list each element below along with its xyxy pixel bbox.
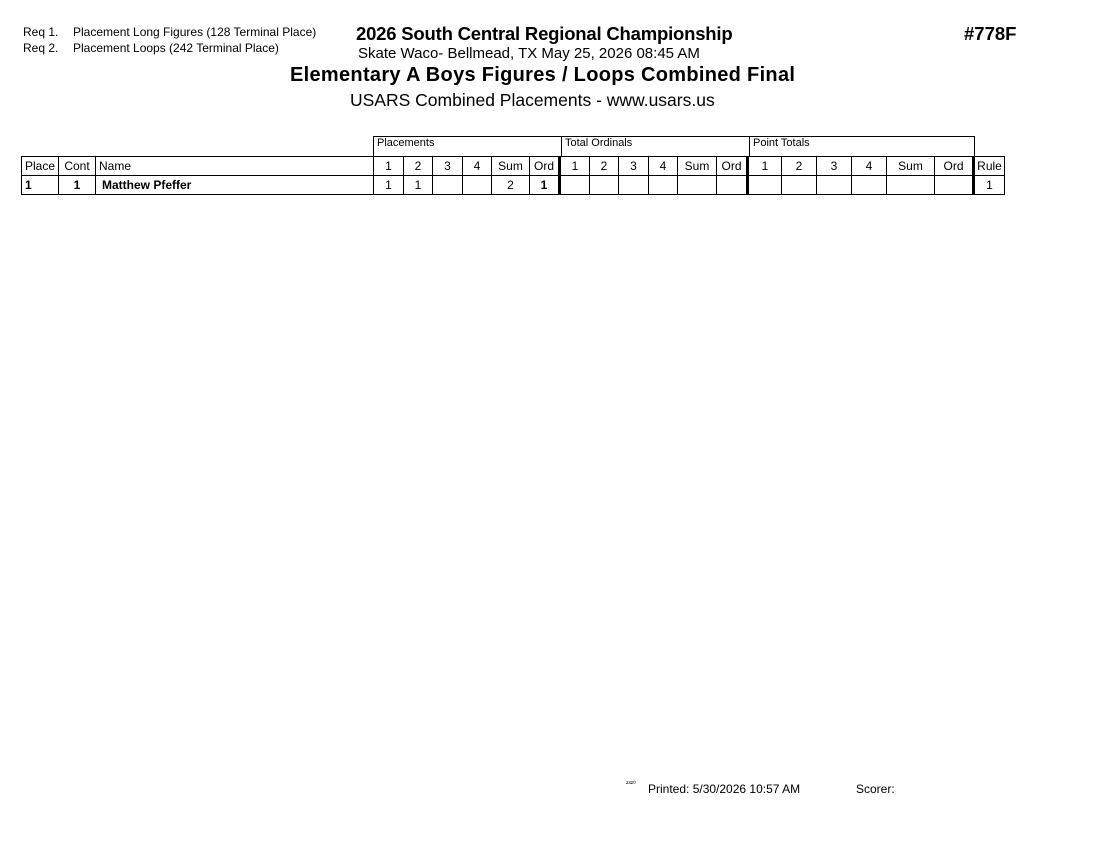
requirement-2 [23,41,279,55]
cell-ordinals-3 [619,176,649,195]
requirement-text: Placement Loops (242 Terminal Place) [73,41,279,55]
col-header-placements-4: 4 [463,157,492,176]
event-subtitle: USARS Combined Placements - www.usars.us [350,90,715,110]
cell-ordinals-ord [717,176,748,195]
cell-ordinals-sum [678,176,717,195]
col-header-placements-3: 3 [433,157,463,176]
cell-placements-2: 1 [404,176,433,195]
cell-placements-4 [463,176,492,195]
event-location: Skate Waco- Bellmead, TX May 25, 2026 08:45 AM [358,45,700,62]
group-header-total-ordinals: Total Ordinals [561,136,749,156]
col-header-points-2: 2 [782,157,817,176]
cell-points-1 [748,176,782,195]
cell-placements-ord: 1 [530,176,560,195]
col-header-placements-1: 1 [374,157,404,176]
cell-points-4 [852,176,887,195]
col-header-points-1: 1 [748,157,782,176]
cell-name: Matthew Pfeffer [96,176,374,195]
table-row [22,176,1005,195]
col-header-points-ord: Ord [935,157,974,176]
cell-place: 1 [22,176,59,195]
requirement-number: Req 1. [23,25,59,39]
col-header-rule: Rule [974,157,1005,176]
col-header-points-3: 3 [817,157,852,176]
event-title: 2026 South Central Regional Championship [356,23,733,44]
cell-ordinals-4 [649,176,678,195]
cell-placements-1: 1 [374,176,404,195]
event-name: Elementary A Boys Figures / Loops Combined Final [290,64,796,86]
col-header-name: Name [96,157,374,176]
col-header-ordinals-3: 3 [619,157,649,176]
col-header-points-sum: Sum [887,157,935,176]
group-header-placements: Placements [373,136,561,156]
col-header-placements-ord: Ord [530,157,560,176]
footer-mark: ²³²⁰ [626,781,636,788]
cell-points-ord [935,176,974,195]
col-header-placements-sum: Sum [492,157,530,176]
footer-scorer: Scorer: [856,782,895,796]
cell-rule: 1 [974,176,1005,195]
col-header-ordinals-1: 1 [560,157,590,176]
requirement-1 [23,25,316,39]
cell-ordinals-1 [560,176,590,195]
cell-points-3 [817,176,852,195]
cell-points-2 [782,176,817,195]
cell-placements-3 [433,176,463,195]
col-header-points-4: 4 [852,157,887,176]
col-header-ordinals-sum: Sum [678,157,717,176]
header-row [22,157,1005,176]
cell-cont: 1 [59,176,96,195]
event-id: #778F [964,23,1017,44]
footer-printed: Printed: 5/30/2026 10:57 AM [648,782,801,796]
col-header-cont: Cont [59,157,96,176]
cell-ordinals-2 [590,176,619,195]
group-header-point-totals: Point Totals [749,136,975,156]
requirement-text: Placement Long Figures (128 Terminal Place) [73,25,317,39]
col-header-placements-2: 2 [404,157,433,176]
col-header-ordinals-2: 2 [590,157,619,176]
requirement-number: Req 2. [23,41,59,55]
cell-points-sum [887,176,935,195]
col-header-place: Place [22,157,59,176]
col-header-ordinals-ord: Ord [717,157,748,176]
col-header-ordinals-4: 4 [649,157,678,176]
cell-placements-sum: 2 [492,176,530,195]
results-table [21,156,1005,195]
